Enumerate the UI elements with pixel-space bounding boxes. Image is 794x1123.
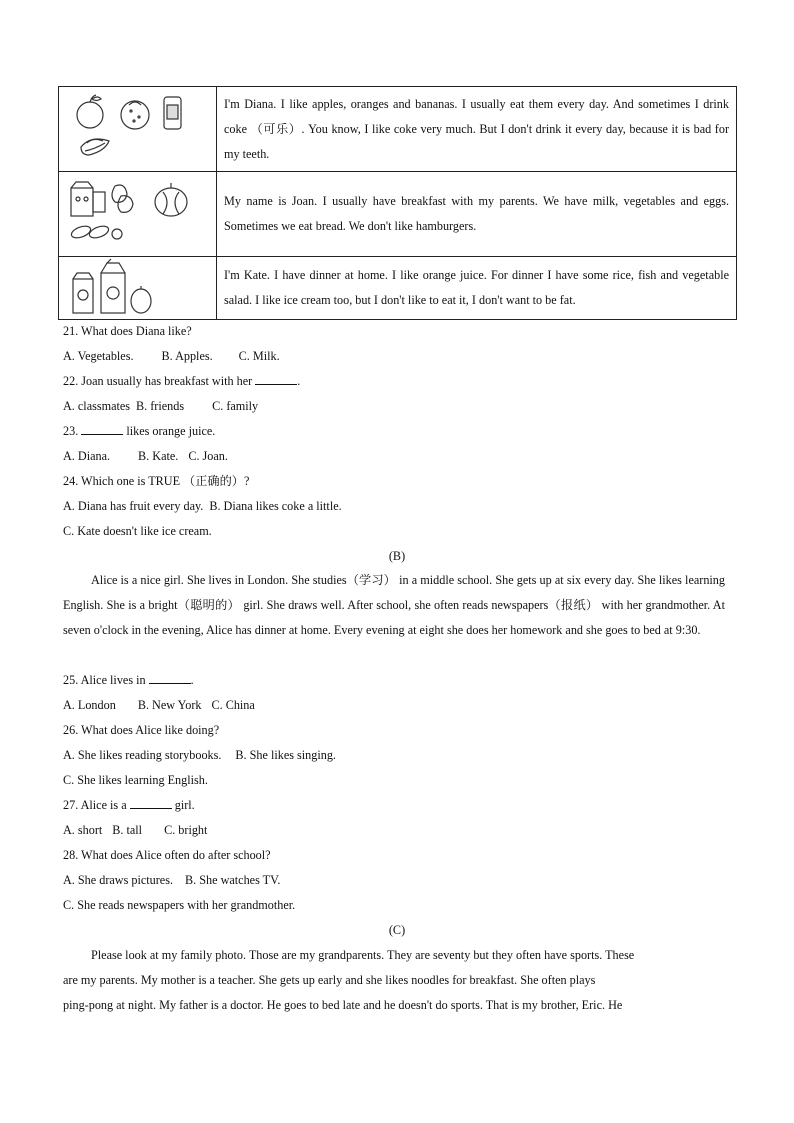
question-25-text: 25. Alice lives in xyxy=(63,673,149,687)
reading-table xyxy=(58,86,737,320)
option-22-b[interactable]: B. friends xyxy=(136,399,185,413)
passage-c-line-1: Please look at my family photo. Those are my grandparents. They are seventy but they often have sports. These xyxy=(91,948,635,962)
question-22-text: 22. Joan usually has breakfast with her xyxy=(63,374,256,388)
answer-blank-22[interactable] xyxy=(255,372,297,385)
option-27-b[interactable]: B. tall xyxy=(112,823,143,837)
question-27-end: girl. xyxy=(171,798,195,812)
question-27 xyxy=(63,796,195,814)
question-23 xyxy=(63,422,215,440)
option-24-c[interactable]: C. Kate doesn't like ice cream. xyxy=(63,524,212,538)
option-28-c[interactable]: C. She reads newspapers with her grandmother. xyxy=(63,898,296,912)
option-22-a[interactable]: A. classmates xyxy=(63,399,131,413)
options-27 xyxy=(63,821,207,839)
options-28 xyxy=(63,871,280,889)
question-22-end: . xyxy=(297,374,301,388)
option-24-b[interactable]: B. Diana likes coke a little. xyxy=(209,499,342,513)
option-21-a[interactable]: A. Vegetables. xyxy=(63,349,134,363)
option-23-b[interactable]: B. Kate. xyxy=(138,449,179,463)
option-21-b[interactable]: B. Apples. xyxy=(161,349,213,363)
option-25-b[interactable]: B. New York xyxy=(137,698,202,712)
option-24-a[interactable]: A. Diana has fruit every day. xyxy=(63,499,204,513)
options-22 xyxy=(63,397,258,415)
option-23-a[interactable]: A. Diana. xyxy=(63,449,111,463)
question-25-end: . xyxy=(190,673,194,687)
question-27-text: 27. Alice is a xyxy=(63,798,130,812)
passage-c-line-2: are my parents. My mother is a teacher. She gets up early and she likes noodles for breakfast. She often plays xyxy=(63,973,596,987)
table-row-diana xyxy=(59,87,737,172)
food-icon xyxy=(59,172,216,256)
option-25-a[interactable]: A. London xyxy=(63,698,116,712)
options-23 xyxy=(63,447,228,465)
juice-icon xyxy=(59,257,216,319)
diana-passage: I'm Diana. I like apples, oranges and bananas. I usually eat them every day. And sometimes I drink coke （可乐）. You know, I like coke very much. But I don't drink it every day, because it is bad for my teeth. xyxy=(217,87,737,172)
option-27-a[interactable]: A. short xyxy=(63,823,103,837)
option-26-c[interactable]: C. She likes learning English. xyxy=(63,773,208,787)
option-27-c[interactable]: C. bright xyxy=(164,823,208,837)
table-row-joan xyxy=(59,172,737,257)
passage-c-line-3: ping-pong at night. My father is a doctor. He goes to bed late and he doesn't do sports. That is my brother, Eric. He xyxy=(63,998,623,1012)
options-24 xyxy=(63,497,342,515)
option-25-c[interactable]: C. China xyxy=(211,698,255,712)
option-23-c[interactable]: C. Joan. xyxy=(188,449,228,463)
question-22 xyxy=(63,372,300,390)
juice-picture xyxy=(59,257,217,320)
option-26-a[interactable]: A. She likes reading storybooks. xyxy=(63,748,222,762)
kate-passage: I'm Kate. I have dinner at home. I like orange juice. For dinner I have some rice, fish and vegetable salad. I like ice cream too, but I don't like to eat it, I don't want to be fat. xyxy=(217,257,737,320)
table-row-kate xyxy=(59,257,737,320)
answer-blank-23[interactable] xyxy=(81,422,123,435)
option-28-b[interactable]: B. She watches TV. xyxy=(185,873,281,887)
question-26: 26. What does Alice like doing? xyxy=(63,723,220,737)
question-23-text: 23. xyxy=(63,424,82,438)
section-heading-b: (B) xyxy=(388,549,406,563)
section-heading-c: (C) xyxy=(388,923,406,937)
question-21: 21. What does Diana like? xyxy=(63,324,192,338)
question-28: 28. What does Alice often do after school? xyxy=(63,848,271,862)
answer-blank-25[interactable] xyxy=(149,671,191,684)
option-22-c[interactable]: C. family xyxy=(212,399,259,413)
question-24: 24. Which one is TRUE （正确的）? xyxy=(63,474,250,488)
fruit-icon xyxy=(59,87,216,171)
option-26-b[interactable]: B. She likes singing. xyxy=(235,748,336,762)
options-25 xyxy=(63,696,255,714)
option-28-a[interactable]: A. She draws pictures. xyxy=(63,873,174,887)
options-21 xyxy=(63,347,280,365)
answer-blank-27[interactable] xyxy=(130,796,172,809)
option-21-c[interactable]: C. Milk. xyxy=(238,349,280,363)
options-26 xyxy=(63,746,336,764)
joan-passage: My name is Joan. I usually have breakfast with my parents. We have milk, vegetables and eggs. Sometimes we eat bread. We don't like hamburgers. xyxy=(217,172,737,257)
milk-vegetables-eggs-picture xyxy=(59,172,217,257)
fruit-and-coke-picture xyxy=(59,87,217,172)
passage-b: Alice is a nice girl. She lives in London. She studies（学习） in a middle school. She gets up at six every day. She likes learning English. She is a bright（聪明的） girl. She draws well. After school, she often reads newspapers（报纸） with her grandmother. At seven o'clock in the evening, Alice has dinner at home. Every evening at eight she does her homework and she goes to bed at 9:30. xyxy=(63,573,725,637)
question-25 xyxy=(63,671,194,689)
question-23-end: likes orange juice. xyxy=(123,424,216,438)
